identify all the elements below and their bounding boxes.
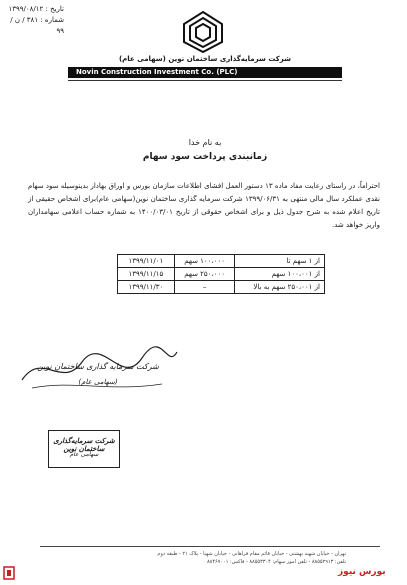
date-label: تاریخ : xyxy=(45,5,64,13)
company-name-fa: شرکت سرمایه‌گذاری ساختمان نوین (سهامی عام) xyxy=(118,55,292,63)
footer-phones: تلفن: ۸۸۵۵۲۹۱۳ - تلفن امور سهام: ۸۸۵۵۳۳۰۴ - فاکس: ۸۸۴۶۷۰۰۱ xyxy=(206,559,346,565)
company-logo-icon xyxy=(182,10,224,54)
salutation: به نام خدا xyxy=(188,138,222,147)
date-cell: ۱۳۹۹/۱۱/۱۵ xyxy=(118,268,175,281)
signature-company-name: شرکت سرمایه گذاری ساختمان نوین xyxy=(37,362,159,371)
letter-body: احتراماً، در راستای رعایت مفاد ماده ۱۳ دستور العمل افشای اطلاعات سازمان بورس و اوراق بهادار بدینوسیله سود سهام نقدی عملکرد سال مالی منتهی به ۱۳۹۹/۰۶/۳۱ شرکت سرمایه گذاری ساختمان نوین(سهامی عام)برای اشخاص حقیقی از تاریخ اعلام شده به شرح جدول ذیل و برای اشخاص حقوقی از تاریخ ۱۴۰۰/۰۳/۰۱ به شماره حساب اعلامی سهامداران واریز خواهد شد. xyxy=(28,182,380,229)
number-line xyxy=(4,15,64,37)
date-value: ۱۳۹۹/۰۸/۱۲ xyxy=(8,5,44,13)
letter-meta xyxy=(4,4,64,37)
company-stamp xyxy=(48,430,120,468)
watermark-logo-icon xyxy=(3,566,15,580)
table-row xyxy=(118,255,325,268)
stamp-line-1: شرکت سرمایه‌گذاری ساختمان نوین xyxy=(53,437,115,453)
stamp-line-2: سهامی عام xyxy=(69,451,99,458)
signature-company-type: (سهامی عام) xyxy=(78,378,118,386)
range-cell: از ۲۵۰،۰۰۱ سهم به بالا xyxy=(235,281,325,294)
company-name-en: Novin Construction Investment Co. (PLC) xyxy=(76,68,238,76)
date-line xyxy=(4,4,64,15)
letter-title: زمانبندی پرداخت سود سهام xyxy=(142,152,268,162)
number-label: شماره : xyxy=(40,16,64,24)
date-cell: ۱۳۹۹/۱۱/۰۱ xyxy=(118,255,175,268)
amount-cell: – xyxy=(174,281,235,294)
letter-footer xyxy=(116,550,346,566)
watermark-brand: بورس نیوز xyxy=(338,567,386,577)
header-divider xyxy=(68,80,342,81)
date-cell: ۱۳۹۹/۱۱/۳۰ xyxy=(118,281,175,294)
table-row xyxy=(118,281,325,294)
footer-divider xyxy=(40,546,380,547)
company-banner xyxy=(68,67,342,78)
amount-cell: ۱۰۰،۰۰۰ سهم xyxy=(174,255,235,268)
footer-address: تهران - خیابان شهید بهشتی - خیابان قائم مقام فراهانی - خیابان شهبا - پلاک ۲۱ - طبقه دوم xyxy=(157,551,346,557)
range-cell: از ۱۰۰،۰۰۱ سهم xyxy=(235,268,325,281)
payment-schedule-table xyxy=(117,254,325,294)
range-cell: از ۱ سهم تا xyxy=(235,255,325,268)
number-value: ۳۸۱ / ن / ۹۹ xyxy=(10,16,64,35)
amount-cell: ۲۵۰،۰۰۰ سهم xyxy=(174,268,235,281)
table-row xyxy=(118,268,325,281)
